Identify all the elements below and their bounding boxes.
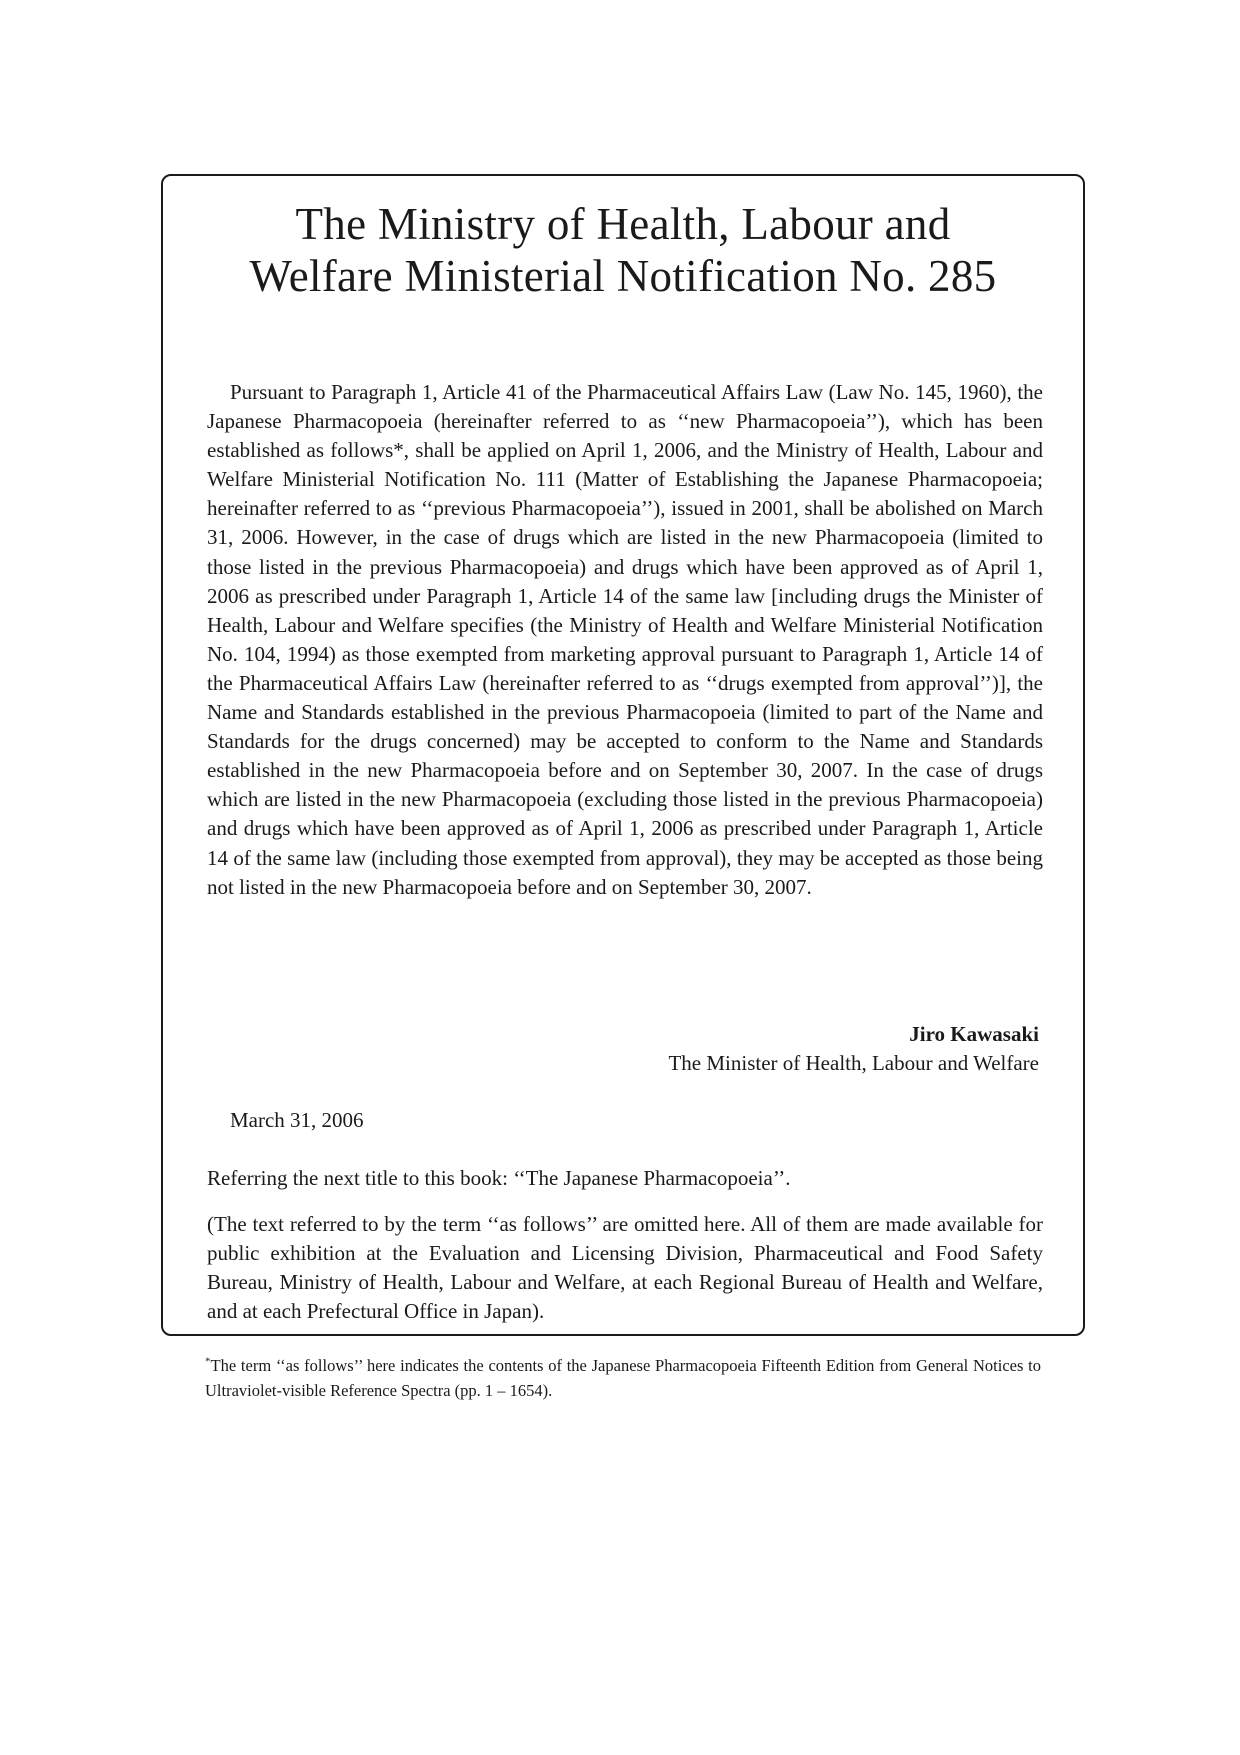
- referring-note: Referring the next title to this book: ‘‘The Japanese Pharmacopoeia’’.: [207, 1166, 791, 1190]
- footnote-text: The term ‘‘as follows’’ here indicates the contents of the Japanese Pharmacopoeia Fifteenth Edition from General Notices to Ultraviolet-visible Reference Spectra (pp. 1 – 1654).: [205, 1356, 1041, 1400]
- footnote: [205, 1354, 1041, 1403]
- title-line-1: The Ministry of Health, Labour and: [295, 199, 951, 249]
- notification-box: [161, 174, 1085, 1336]
- signatory-title: The Minister of Health, Labour and Welfare: [668, 1051, 1039, 1075]
- footnote-marker: *: [205, 1355, 211, 1368]
- signatory-name: Jiro Kawasaki: [909, 1022, 1039, 1046]
- title-line-2: Welfare Ministerial Notification No. 285: [249, 251, 997, 301]
- notification-body: Pursuant to Paragraph 1, Article 41 of the Pharmaceutical Affairs Law (Law No. 145, 1960), the Japanese Pharmacopoeia (hereinafter referred to as ‘‘new Pharmacopoeia’’), which has been established as follows*, shall be applied on April 1, 2006, and the Ministry of Health, Labour and Welfare Ministerial Notification No. 111 (Matter of Establishing the Japanese Pharmacopoeia; hereinafter referred to as ‘‘previous Pharmacopoeia’’), issued in 2001, shall be abolished on March 31, 2006. However, in the case of drugs which are listed in the new Pharmacopoeia (limited to those listed in the previous Pharmacopoeia) and drugs which have been approved as of April 1, 2006 as prescribed under Paragraph 1, Article 14 of the same law [including drugs the Minister of Health, Labour and Welfare specifies (the Ministry of Health and Welfare Ministerial Notification No. 104, 1994) as those exempted from marketing approval pursuant to Paragraph 1, Article 14 of the Pharmaceutical Affairs Law (hereinafter referred to as ‘‘drugs exempted from approval’’)], the Name and Standards established in the previous Pharmacopoeia (limited to part of the Name and Standards for the drugs concerned) may be accepted to conform to the Name and Standards established in the new Pharmacopoeia before and on September 30, 2007. In the case of drugs which are listed in the new Pharmacopoeia (excluding those listed in the previous Pharmacopoeia) and drugs which have been approved as of April 1, 2006 as prescribed under Paragraph 1, Article 14 of the same law (including those exempted from approval), they may be accepted as those being not listed in the new Pharmacopoeia before and on September 30, 2007.: [207, 380, 1043, 899]
- notification-date: March 31, 2006: [230, 1108, 364, 1132]
- omitted-note: (The text referred to by the term ‘‘as follows’’ are omitted here. All of them are made available for public exhibition at the Evaluation and Licensing Division, Pharmaceutical and Food Safety Bureau, Ministry of Health, Labour and Welfare, at each Regional Bureau of Health and Welfare, and at each Prefectural Office in Japan).: [207, 1212, 1043, 1324]
- page-title: [163, 198, 1083, 302]
